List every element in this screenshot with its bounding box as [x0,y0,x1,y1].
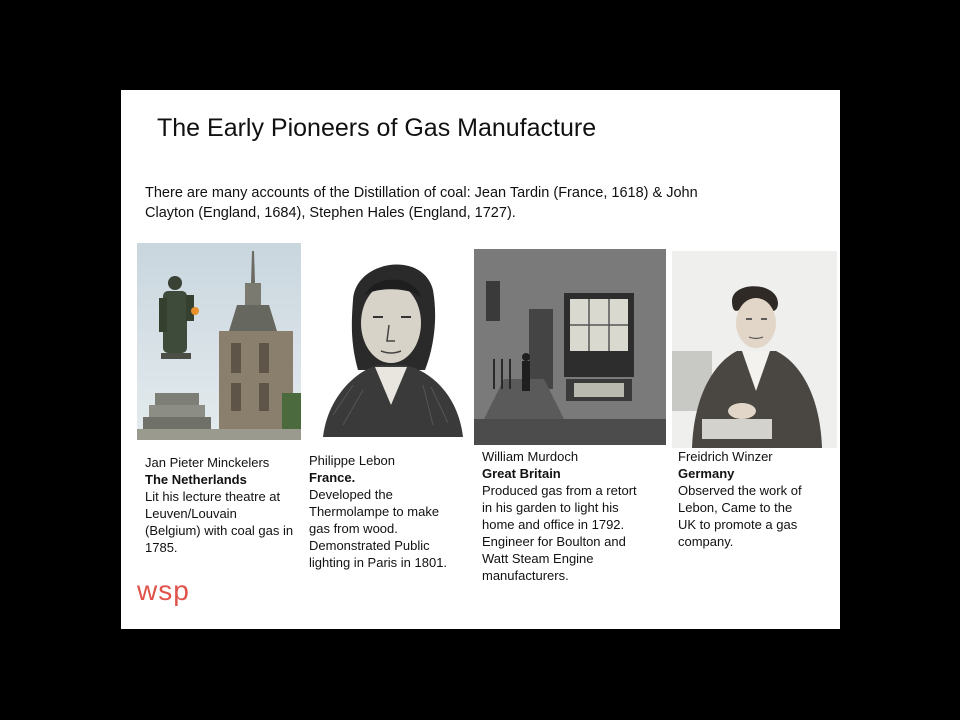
pioneer-country: The Netherlands [145,472,247,487]
intro-text [145,183,795,223]
pioneer-desc-line: home and office in 1792. [482,517,625,532]
pioneer-caption [482,448,637,584]
pioneer-desc-line: Lebon, Came to the [678,500,793,515]
pioneer-caption [678,448,802,550]
slide [121,90,840,629]
pioneer-name: Jan Pieter Minckelers [145,455,270,470]
pioneer-desc-line: Developed the [309,487,393,502]
murdoch-house-image [474,249,666,445]
intro-line: Clayton (England, 1684), Stephen Hales (England, 1727). [145,205,516,221]
pioneer-country: France. [309,470,356,485]
pioneer-desc-line: Thermolampe to make [309,504,440,519]
pioneer-caption [145,454,293,556]
lebon-portrait-image [313,245,468,437]
pioneer-desc-line: Lit his lecture theatre at [145,489,281,504]
pioneer-name: William Murdoch [482,449,579,464]
pioneer-desc-line: Leuven/Louvain [145,506,237,521]
pioneer-desc-line: Watt Steam Engine [482,551,594,566]
intro-line: There are many accounts of the Distillation of coal: Jean Tardin (France, 1618) & John [145,185,698,201]
pioneer-desc-line: gas from wood. [309,521,398,536]
slide-title: The Early Pioneers of Gas Manufacture [157,114,597,142]
pioneer-desc-line: UK to promote a gas [678,517,798,532]
pioneer-name: Philippe Lebon [309,453,396,468]
pioneer-desc-line: Produced gas from a retort [482,483,637,498]
pioneer-desc-line: company. [678,534,734,549]
wsp-logo [137,578,207,614]
pioneer-desc-line: Engineer for Boulton and [482,534,626,549]
pioneer-desc-line: manufacturers. [482,568,569,583]
pioneer-country: Great Britain [482,466,561,481]
pioneer-desc-line: lighting in Paris in 1801. [309,555,448,570]
pioneer-desc-line: 1785. [145,540,178,555]
pioneer-desc-line: Demonstrated Public [309,538,430,553]
pioneer-name: Freidrich Winzer [678,449,773,464]
pioneer-desc-line: (Belgium) with coal gas in [145,523,294,538]
logo-text: wsp [137,578,190,606]
pioneer-desc-line: Observed the work of [678,483,802,498]
pioneer-country: Germany [678,466,735,481]
pioneer-caption [309,452,447,571]
winzer-portrait-image [672,251,837,448]
minckelers-statue-image [137,243,301,440]
pioneer-desc-line: in his garden to light his [482,500,619,515]
